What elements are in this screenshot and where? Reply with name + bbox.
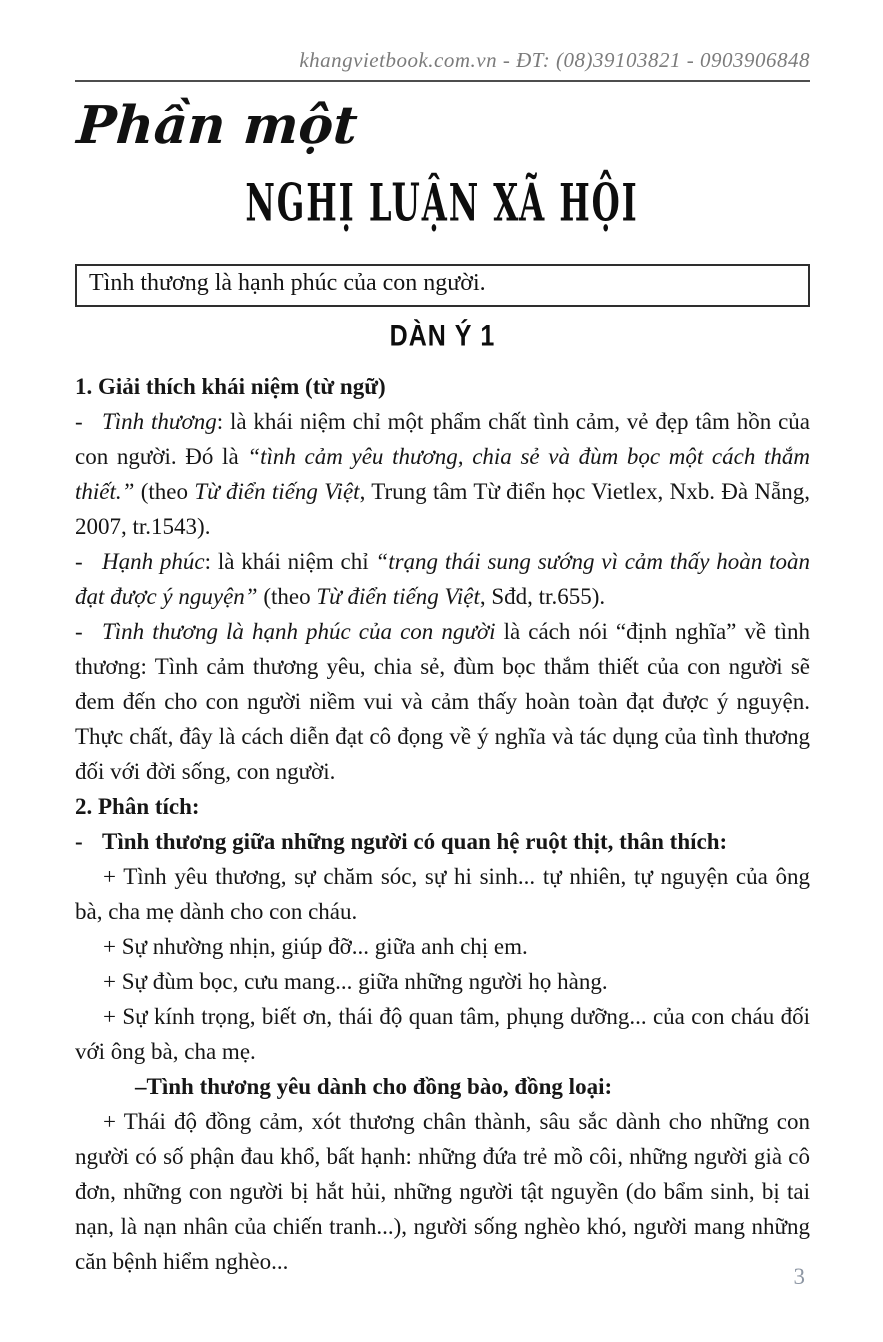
text-segment: Từ điển tiếng Việt xyxy=(316,584,480,609)
bullet-dash: - xyxy=(75,829,83,854)
paragraph xyxy=(75,1104,810,1279)
text-segment: (theo xyxy=(134,479,195,504)
bullet-dash: - xyxy=(75,409,83,434)
page-number: 3 xyxy=(793,1264,805,1289)
paragraph xyxy=(75,824,810,859)
main-title-text: NGHỊ LUẬN XÃ HỘI xyxy=(245,174,640,234)
text-segment: + Thái độ đồng cảm, xót thương chân thành, sâu sắc dành cho những con người có số phận đau khổ, bất hạnh: những đứa trẻ mồ côi, những người già cô đơn, những con người bị hắt hủi, những người tật nguyền (do bẩm sinh, bị tai nạn, là nạn nhân của chiến tranh...), người sống nghèo khó, người mang những căn bệnh hiểm nghèo... xyxy=(75,1109,810,1274)
header-website-phone: khangvietbook.com.vn - ĐT: (08)39103821 - 0903906848 xyxy=(299,48,810,72)
text-segment: , Trung tâm Từ điển học Vietlex, Nxb. Đà Nẵng, 2007, tr.1543). xyxy=(75,479,810,539)
text-segment: Tình thương là hạnh phúc của con người xyxy=(102,619,496,644)
text-segment: Từ điển tiếng Việt xyxy=(194,479,360,504)
topic-box xyxy=(75,264,810,307)
bullet-dash: - xyxy=(75,549,83,574)
text-segment: Tình thương xyxy=(102,409,217,434)
outline-title xyxy=(75,319,810,353)
main-title xyxy=(75,176,810,232)
part-title: Phần một xyxy=(75,95,360,156)
paragraph xyxy=(75,544,810,614)
bullet-dash: - xyxy=(75,619,83,644)
text-segment: (theo xyxy=(257,584,317,609)
text-segment: : là khái niệm chỉ một phẩm chất tình cảm, vẻ đẹp tâm hồn của con người. Đó là xyxy=(75,409,810,469)
text-segment: + Sự nhường nhịn, giúp đỡ... giữa anh chị em. xyxy=(103,934,528,959)
text-segment: Tình thương yêu dành cho đồng bào, đồng loại: xyxy=(146,1074,613,1099)
text-segment: + Sự đùm bọc, cưu mang... giữa những người họ hàng. xyxy=(103,969,608,994)
text-segment: 1. Giải thích khái niệm (từ ngữ) xyxy=(75,374,386,399)
text-segment: 2. Phân tích: xyxy=(75,794,200,819)
text-segment: : là khái niệm chỉ xyxy=(204,549,376,574)
header-rule xyxy=(75,80,810,82)
topic-title: Tình thương là hạnh phúc của con người. xyxy=(89,270,486,296)
text-segment: “tình cảm yêu thương, chia sẻ và đùm bọc một cách thắm thiết.” xyxy=(75,444,810,504)
paragraph xyxy=(75,369,810,404)
bullet-dash: – xyxy=(135,1074,147,1099)
paragraph xyxy=(75,1069,810,1104)
paragraph xyxy=(75,404,810,544)
page-header xyxy=(75,0,810,73)
text-segment: Hạnh phúc xyxy=(102,549,205,574)
text-segment: “trạng thái sung sướng vì cảm thấy hoàn toàn đạt được ý nguyện” xyxy=(75,549,810,609)
text-segment: + Tình yêu thương, sự chăm sóc, sự hi sinh... tự nhiên, tự nguyện của ông bà, cha mẹ dành cho con cháu. xyxy=(75,864,810,924)
paragraph xyxy=(75,929,810,964)
text-segment: + Sự kính trọng, biết ơn, thái độ quan tâm, phụng dưỡng... của con cháu đối với ông bà, cha mẹ. xyxy=(75,1004,810,1064)
paragraph xyxy=(75,859,810,929)
outline-title-text: DÀN Ý 1 xyxy=(389,319,496,353)
text-segment: là cách nói “định nghĩa” về tình thương: Tình cảm thương yêu, chia sẻ, đùm bọc thắm thiết của con người sẽ đem đến cho con người niềm vui và cảm thấy hoàn toàn đạt được ý nguyện. Thực chất, đây là cách diễn đạt cô đọng về ý nghĩa và tác dụng của tình thương đối với đời sống, con người. xyxy=(75,619,810,784)
text-segment: , Sđd, tr.655). xyxy=(479,584,606,609)
paragraph xyxy=(75,789,810,824)
paragraph xyxy=(75,614,810,789)
document-body xyxy=(75,369,810,1279)
paragraph xyxy=(75,999,810,1069)
paragraph xyxy=(75,964,810,999)
text-segment: Tình thương giữa những người có quan hệ ruột thịt, thân thích: xyxy=(102,829,728,854)
